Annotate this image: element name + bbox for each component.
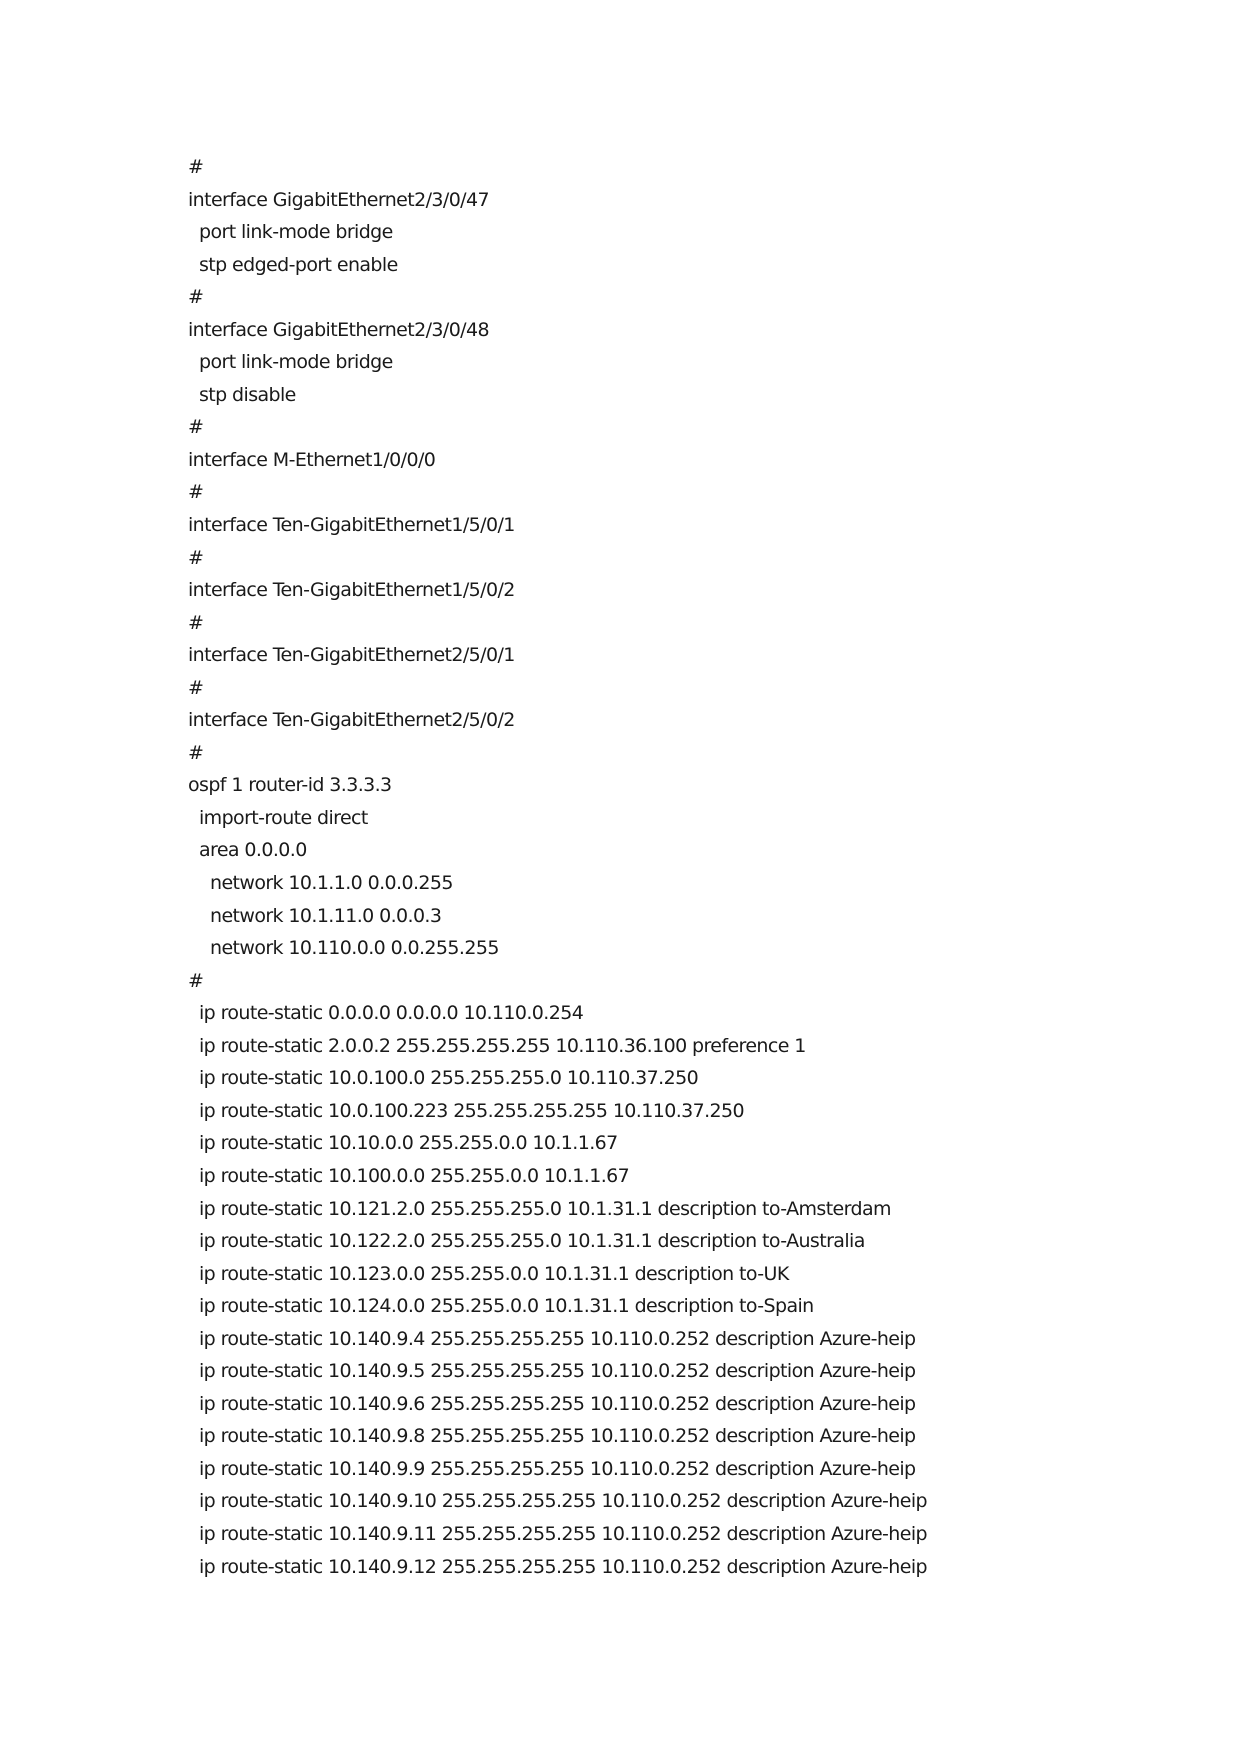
config-line: ip route-static 10.124.0.0 255.255.0.0 10.1.31.1 description to-Spain [199, 1295, 814, 1318]
config-line: ospf 1 router-id 3.3.3.3 [188, 774, 392, 797]
config-line: interface GigabitEthernet2/3/0/47 [188, 188, 489, 211]
config-line: ip route-static 10.10.0.0 255.255.0.0 10.1.1.67 [199, 1132, 618, 1155]
config-line: interface Ten-GigabitEthernet2/5/0/2 [188, 709, 515, 732]
config-line: interface Ten-GigabitEthernet2/5/0/1 [188, 644, 515, 667]
config-line: interface Ten-GigabitEthernet1/5/0/2 [188, 579, 515, 602]
config-line: interface Ten-GigabitEthernet1/5/0/1 [188, 514, 515, 537]
config-line: ip route-static 10.121.2.0 255.255.255.0 10.1.31.1 description to-Amsterdam [199, 1197, 891, 1220]
config-line: ip route-static 10.0.100.223 255.255.255.255 10.110.37.250 [199, 1099, 745, 1122]
section-separator: # [188, 416, 204, 439]
config-line: stp edged-port enable [199, 253, 398, 276]
config-line: network 10.1.1.0 0.0.0.255 [210, 872, 453, 895]
config-line: ip route-static 10.140.9.10 255.255.255.255 10.110.0.252 description Azure-heip [199, 1490, 927, 1513]
config-line: port link-mode bridge [199, 221, 393, 244]
config-line: network 10.110.0.0 0.0.255.255 [210, 937, 499, 960]
section-separator: # [188, 546, 204, 569]
config-listing [188, 151, 1088, 1583]
section-separator: # [188, 741, 204, 764]
config-line: ip route-static 10.140.9.9 255.255.255.255 10.110.0.252 description Azure-heip [199, 1457, 916, 1480]
section-separator: # [188, 286, 204, 309]
config-line: ip route-static 10.140.9.12 255.255.255.255 10.110.0.252 description Azure-heip [199, 1555, 927, 1578]
config-line: area 0.0.0.0 [199, 839, 307, 862]
config-line: ip route-static 10.140.9.5 255.255.255.255 10.110.0.252 description Azure-heip [199, 1360, 916, 1383]
config-line: interface GigabitEthernet2/3/0/48 [188, 318, 489, 341]
section-separator: # [188, 611, 204, 634]
config-line: port link-mode bridge [199, 351, 393, 374]
config-line: ip route-static 2.0.0.2 255.255.255.255 10.110.36.100 preference 1 [199, 1034, 806, 1057]
config-line: network 10.1.11.0 0.0.0.3 [210, 904, 442, 927]
config-line: ip route-static 10.140.9.6 255.255.255.255 10.110.0.252 description Azure-heip [199, 1392, 916, 1415]
config-line: ip route-static 10.140.9.4 255.255.255.255 10.110.0.252 description Azure-heip [199, 1327, 916, 1350]
config-line: ip route-static 0.0.0.0 0.0.0.0 10.110.0.254 [199, 1002, 584, 1025]
section-separator: # [188, 969, 204, 992]
config-line: stp disable [199, 383, 296, 406]
config-line: ip route-static 10.100.0.0 255.255.0.0 10.1.1.67 [199, 1164, 630, 1187]
section-separator: # [188, 481, 204, 504]
config-line: ip route-static 10.140.9.11 255.255.255.255 10.110.0.252 description Azure-heip [199, 1522, 927, 1545]
section-separator: # [188, 676, 204, 699]
config-line: ip route-static 10.0.100.0 255.255.255.0 10.110.37.250 [199, 1067, 699, 1090]
config-line: interface M-Ethernet1/0/0/0 [188, 448, 436, 471]
config-line: ip route-static 10.122.2.0 255.255.255.0 10.1.31.1 description to-Australia [199, 1230, 865, 1253]
config-line: ip route-static 10.140.9.8 255.255.255.255 10.110.0.252 description Azure-heip [199, 1425, 916, 1448]
config-line: import-route direct [199, 806, 368, 829]
section-separator: # [188, 156, 204, 178]
config-line: ip route-static 10.123.0.0 255.255.0.0 10.1.31.1 description to-UK [199, 1262, 789, 1285]
